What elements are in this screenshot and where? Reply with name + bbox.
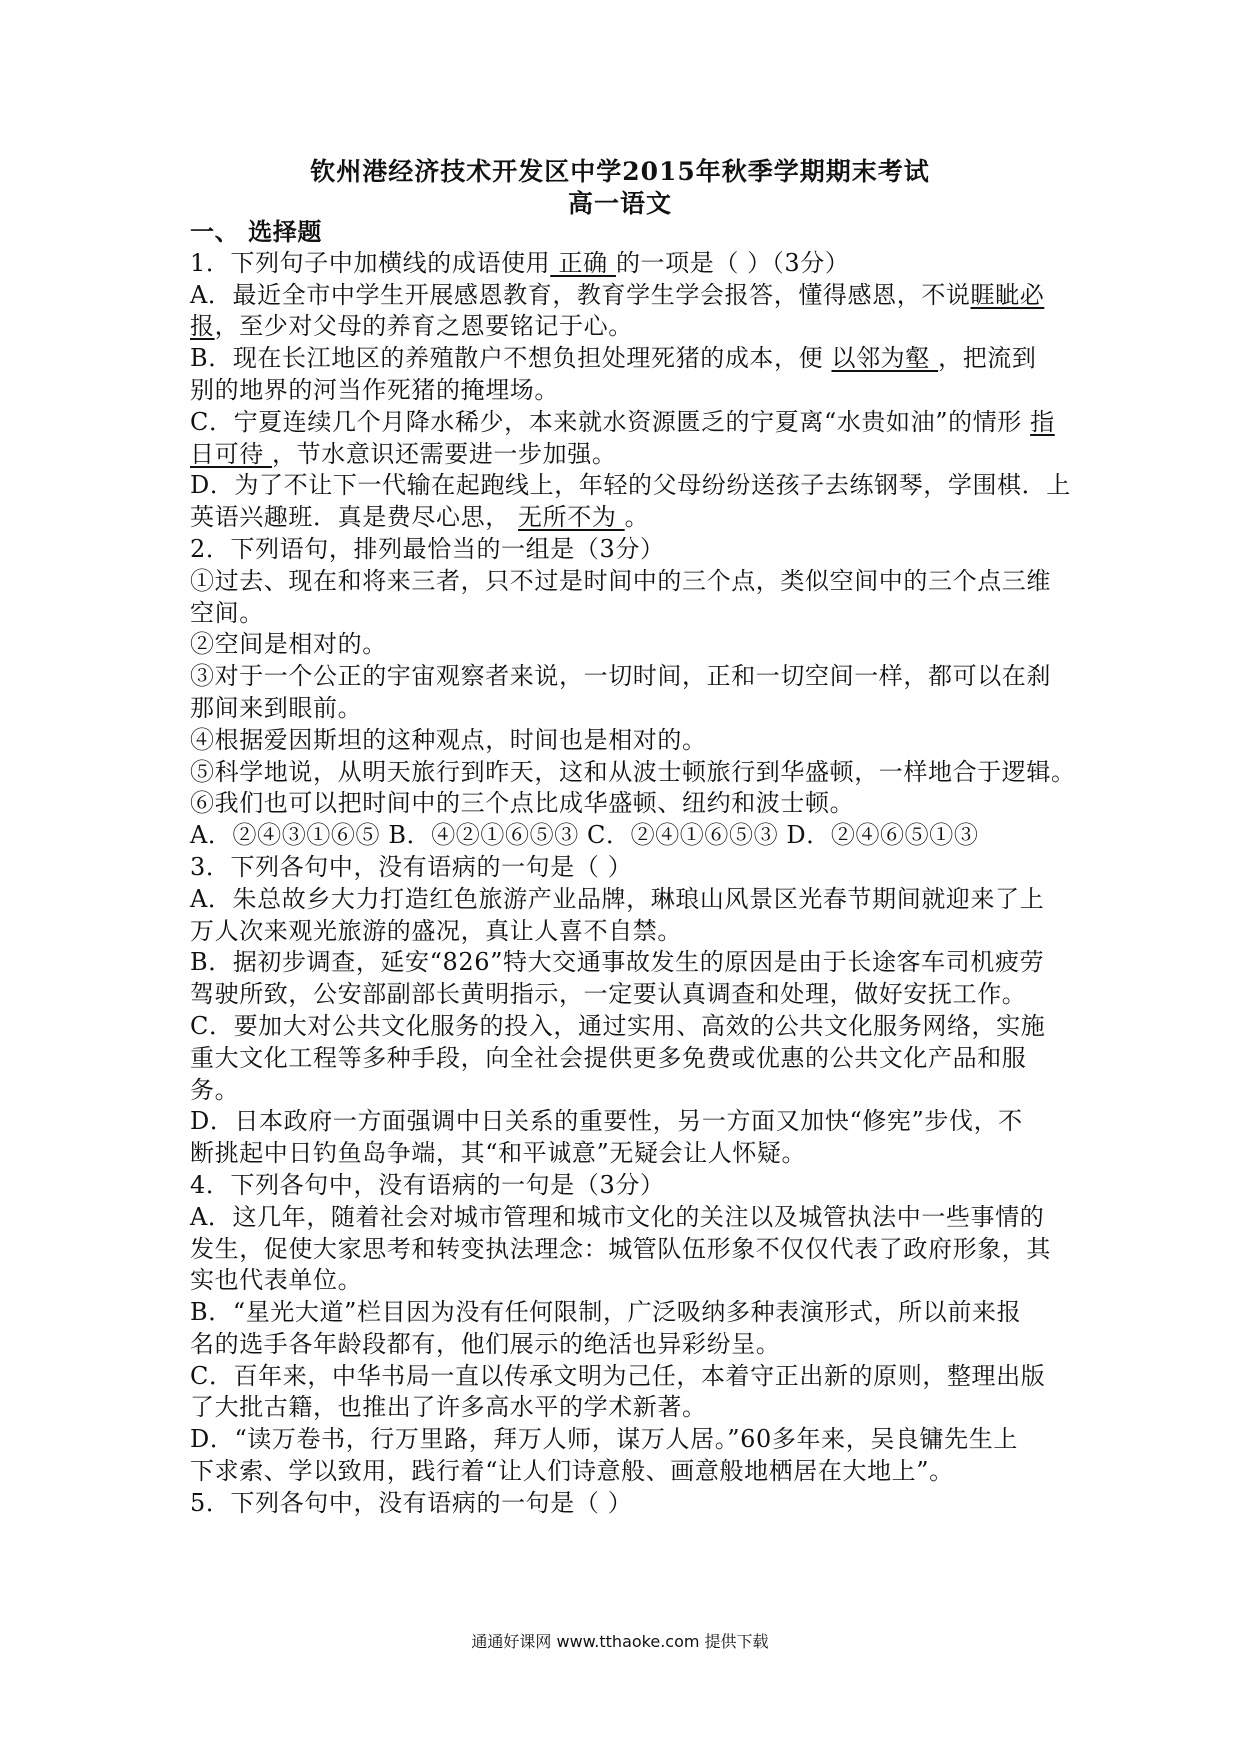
q1-option-a (190, 280, 1060, 312)
q1-option-b-cont: 别的地界的河当作死猪的掩埋场。 (190, 375, 559, 404)
question-5-stem: 5．下列各句中，没有语病的一句是（ ） (190, 1488, 633, 1517)
q2-sentence-1-cont: 空间。 (190, 598, 264, 627)
q1-option-b-text-2: ，把流到 (938, 344, 1037, 373)
q1-option-a-cont (190, 311, 1060, 343)
q1-option-c-idiom-2: 日可待 (190, 439, 273, 468)
q1-stem-text-2: 的一项是（ ）（3分） (615, 248, 850, 277)
q1-stem-text: 1．下列句子中加横线的成语使用 (190, 248, 551, 277)
q1-option-c (190, 407, 1060, 439)
q3-option-c-cont-2: 务。 (190, 1075, 240, 1104)
section-heading: 一、 选择题 (190, 217, 322, 246)
q2-sentence-5: ⑤科学地说，从明天旅行到昨天，这和从波士顿旅行到华盛顿，一样地合于逻辑。 (190, 757, 1076, 786)
q4-option-c: C．百年来，中华书局一直以传承文明为己任，本着守正出新的原则，整理出版 (190, 1361, 1046, 1390)
q1-option-c-text: C．宁夏连续几个月降水稀少，本来就水资源匮乏的宁夏离“水贵如油”的情形 (190, 407, 1031, 436)
q3-option-b: B．据初步调查，延安“826”特大交通事故发生的原因是由于长途客车司机疲劳 (190, 948, 1045, 977)
q1-option-a-idiom: 睚眦必 (970, 280, 1045, 309)
q3-option-c: C．要加大对公共文化服务的投入，通过实用、高效的公共文化服务网络，实施 (190, 1011, 1046, 1040)
q1-option-d-text-2: 。 (624, 503, 650, 532)
q2-sentence-1: ①过去、现在和将来三者，只不过是时间中的三个点，类似空间中的三个点三维 (190, 566, 1051, 595)
q4-option-a-cont: 发生，促使大家思考和转变执法理念：城管队伍形象不仅仅代表了政府形象，其 (190, 1234, 1051, 1263)
q1-option-b-text: B．现在长江地区的养殖散户不想负担处理死猪的成本，便 (190, 344, 832, 373)
q3-option-b-cont: 驾驶所致，公安部副部长黄明指示，一定要认真调查和处理，做好安抚工作。 (190, 980, 1027, 1009)
exam-subject: 高一语文 (567, 189, 672, 218)
q4-option-d-cont: 下求索、学以致用，践行着“让人们诗意般、画意般地栖居在大地上”。 (190, 1457, 954, 1486)
exam-title: 钦州港经济技术开发区中学2015年秋季学期期末考试 (310, 157, 930, 186)
q2-sentence-3: ③对于一个公正的宇宙观察者来说，一切时间，正和一切空间一样，都可以在刹 (190, 662, 1051, 691)
q1-option-d-cont (190, 502, 1060, 534)
q3-option-a: A．朱总故乡大力打造红色旅游产业品牌，琳琅山风景区光春节期间就迎来了上 (190, 884, 1045, 913)
q2-options: A．②④③①⑥⑤ B．④②①⑥⑤③ C．②④①⑥⑤③ D．②④⑥⑤①③ (190, 821, 979, 850)
q2-sentence-6: ⑥我们也可以把时间中的三个点比成华盛顿、纽约和波士顿。 (190, 789, 855, 818)
q2-sentence-4: ④根据爱因斯坦的这种观点，时间也是相对的。 (190, 725, 707, 754)
q1-option-c-idiom: 指 (1030, 407, 1055, 436)
footer-download-note: 通通好课网 www.tthaoke.com 提供下载 (471, 1632, 769, 1651)
q3-option-d-cont: 断挑起中日钓鱼岛争端，其“和平诚意”无疑会让人怀疑。 (190, 1139, 807, 1168)
q2-sentence-3-cont: 那间来到眼前。 (190, 693, 363, 722)
q1-stem-underlined: 正确 (550, 248, 616, 277)
q1-option-d-idiom: 无所不为 (518, 503, 625, 532)
q1-option-a-text-2: ，至少对父母的养育之恩要铭记于心。 (214, 312, 633, 341)
q3-option-d: D．日本政府一方面强调中日关系的重要性，另一方面又加快“修宪”步伐，不 (190, 1107, 1023, 1136)
q1-option-d-text: 英语兴趣班．真是费尽心思， (190, 503, 519, 532)
q1-option-a-idiom-2: 报 (190, 312, 215, 341)
q1-option-d: D．为了不让下一代输在起跑线上，年轻的父母纷纷送孩子去练钢琴，学围棋．上 (190, 471, 1071, 500)
question-2-stem: 2．下列语句，排列最恰当的一组是（3分） (190, 534, 665, 563)
q1-option-c-cont (190, 439, 1060, 471)
q1-option-b-idiom: 以邻为壑 (831, 344, 939, 373)
q3-option-a-cont: 万人次来观光旅游的盛况，真让人喜不自禁。 (190, 916, 682, 945)
exam-content (190, 216, 1076, 1520)
question-1-stem (190, 248, 1060, 280)
q1-option-c-text-2: ，节水意识还需要进一步加强。 (272, 439, 617, 468)
question-3-stem: 3．下列各句中，没有语病的一句是（ ） (190, 852, 633, 881)
q4-option-a: A．这几年，随着社会对城市管理和城市文化的关注以及城管执法中一些事情的 (190, 1202, 1045, 1231)
q1-option-a-text: A．最近全市中学生开展感恩教育，教育学生学会报答，懂得感恩，不说 (190, 280, 971, 309)
q4-option-b: B．“星光大道”栏目因为没有任何限制，广泛吸纳多种表演形式，所以前来报 (190, 1298, 1022, 1327)
q2-sentence-2: ②空间是相对的。 (190, 630, 387, 659)
q3-option-c-cont: 重大文化工程等多种手段，向全社会提供更多免费或优惠的公共文化产品和服 (190, 1043, 1027, 1072)
q4-option-c-cont: 了大批古籍，也推出了许多高水平的学术新著。 (190, 1393, 707, 1422)
q1-option-b (190, 343, 1060, 375)
q4-option-b-cont: 名的选手各年龄段都有，他们展示的绝活也异彩纷呈。 (190, 1329, 781, 1358)
q4-option-d: D．“读万卷书，行万里路，拜万人师，谋万人居。”60多年来，吴良镛先生上 (190, 1425, 1018, 1454)
q4-option-a-cont-2: 实也代表单位。 (190, 1266, 363, 1295)
question-4-stem: 4．下列各句中，没有语病的一句是（3分） (190, 1170, 665, 1199)
